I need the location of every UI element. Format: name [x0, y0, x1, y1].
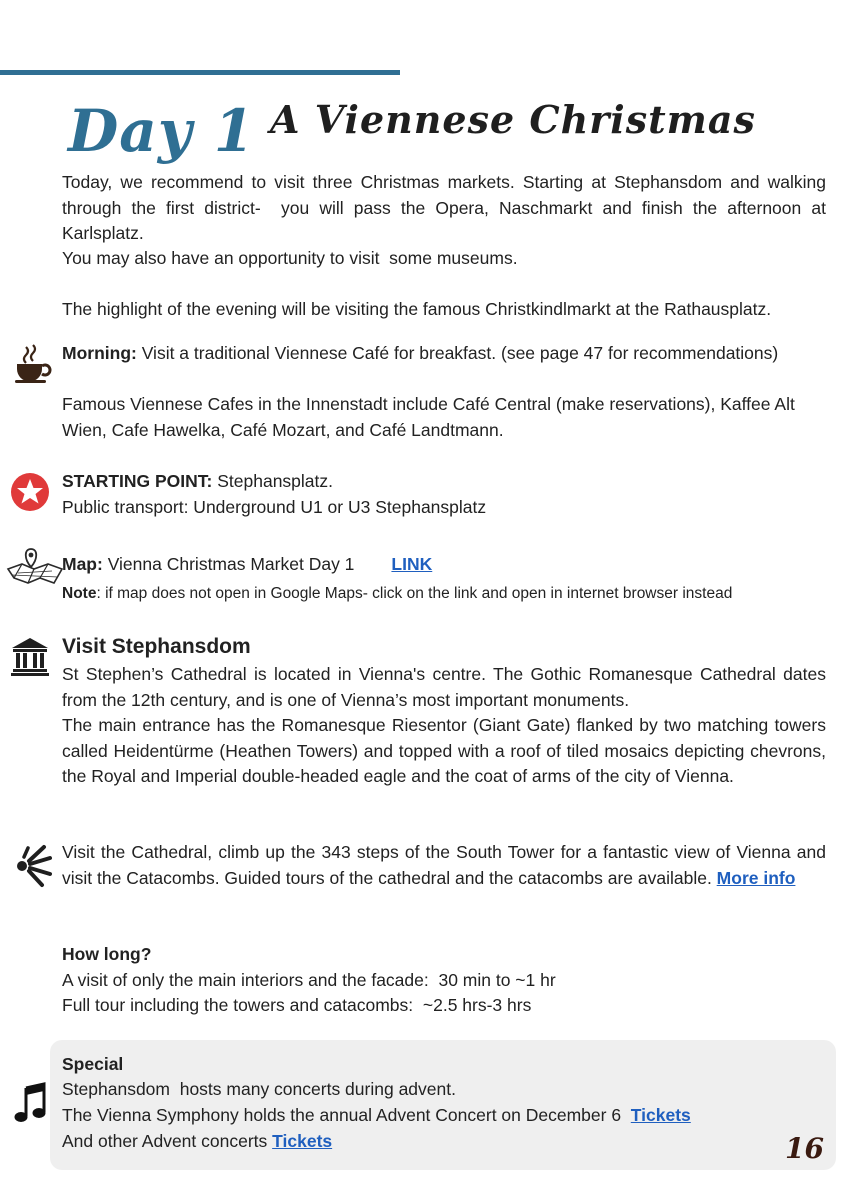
page-number: 16: [785, 1132, 824, 1165]
intro-highlight: The highlight of the evening will be visiting the famous Christkindlmarkt at the Rathausplatz.: [62, 299, 772, 319]
stephansdom-paragraph-2: The main entrance has the Romanesque Riesentor (Giant Gate) flanked by two matching towers called Heidentürme (Heathen Towers) and topped with a roof of tiled mosaics depicting chevrons, the Royal and Imperial double-headed eagle and the coat of arms of the city of Vienna.: [62, 715, 826, 786]
how-long-heading: [62, 942, 826, 968]
special-line-2-text: The Vienna Symphony holds the annual Advent Concert on December 6: [62, 1105, 631, 1125]
map-note-label: Note: [62, 585, 97, 602]
map-pin-icon: [6, 547, 64, 590]
more-info-link[interactable]: More info: [716, 867, 796, 888]
how-long-line-1: A visit of only the main interiors and the facade: 30 min to ~1 hr: [62, 970, 556, 990]
starting-point-label: STARTING POINT:: [62, 471, 213, 491]
map-link[interactable]: LINK: [391, 554, 433, 574]
morning-text: Visit a traditional Viennese Café for breakfast. (see page 47 for recommendations): [136, 343, 779, 363]
map-label: Map:: [62, 554, 103, 574]
monument-icon: [10, 636, 50, 681]
starting-point-text: Stephansplatz.: [212, 471, 334, 491]
intro-paragraph: Today, we recommend to visit three Christmas markets. Starting at Stephansdom and walking through the first district- you will pass the Opera, Naschmarkt and finish the afternoon at Karlsplatz.: [62, 172, 836, 243]
music-note-icon: [14, 1082, 48, 1129]
special-label: Special: [62, 1054, 124, 1074]
how-long-label: How long?: [62, 944, 152, 964]
star-icon: [10, 472, 50, 517]
special-line-1: Stephansdom hosts many concerts during advent.: [62, 1079, 456, 1099]
stephansdom-paragraph-1: St Stephen’s Cathedral is located in Vienna's centre. The Gothic Romanesque Cathedral dates from the 12th century, and is one of Vienna’s most important monuments.: [62, 664, 826, 710]
page-title: A Viennese Christmas: [270, 97, 756, 142]
day-heading: Day 1: [68, 97, 256, 165]
morning-label: Morning:: [62, 343, 137, 363]
special-line-2: [62, 1103, 826, 1129]
starting-point-line: [62, 469, 826, 495]
coffee-cup-icon: [14, 344, 52, 391]
symphony-tickets-link[interactable]: Tickets: [630, 1105, 691, 1125]
map-line: [62, 552, 826, 578]
sparkle-icon: [14, 844, 54, 893]
map-note-text: : if map does not open in Google Maps- click on the link and open in internet browser instead: [96, 585, 733, 602]
special-line-3-text: And other Advent concerts: [62, 1131, 273, 1151]
special-heading: [62, 1052, 826, 1078]
stephansdom-heading: Visit Stephansdom: [62, 635, 251, 658]
morning-line: [62, 341, 826, 367]
cafes-paragraph: Famous Viennese Cafes in the Innenstadt include Café Central (make reservations), Kaffee Alt Wien, Cafe Hawelka, Café Mozart, and Café Landtmann.: [62, 394, 800, 440]
special-line-3: [62, 1129, 826, 1155]
how-long-line-2: Full tour including the towers and catacombs: ~2.5 hrs-3 hrs: [62, 995, 532, 1015]
visit-text: Visit the Cathedral, climb up the 343 steps of the South Tower for a fantastic view of Vienna and visit the Catacombs. Guided tours of the cathedral and the catacombs are available.: [62, 842, 826, 888]
advent-tickets-link[interactable]: Tickets: [272, 1131, 333, 1151]
map-text: Vienna Christmas Market Day 1: [102, 554, 355, 574]
visit-paragraph: [62, 840, 826, 891]
intro-museums: You may also have an opportunity to visit some museums.: [62, 248, 518, 268]
public-transport: Public transport: Underground U1 or U3 Stephansplatz: [62, 497, 487, 517]
map-note: [62, 580, 762, 607]
top-accent-bar: [0, 70, 400, 75]
